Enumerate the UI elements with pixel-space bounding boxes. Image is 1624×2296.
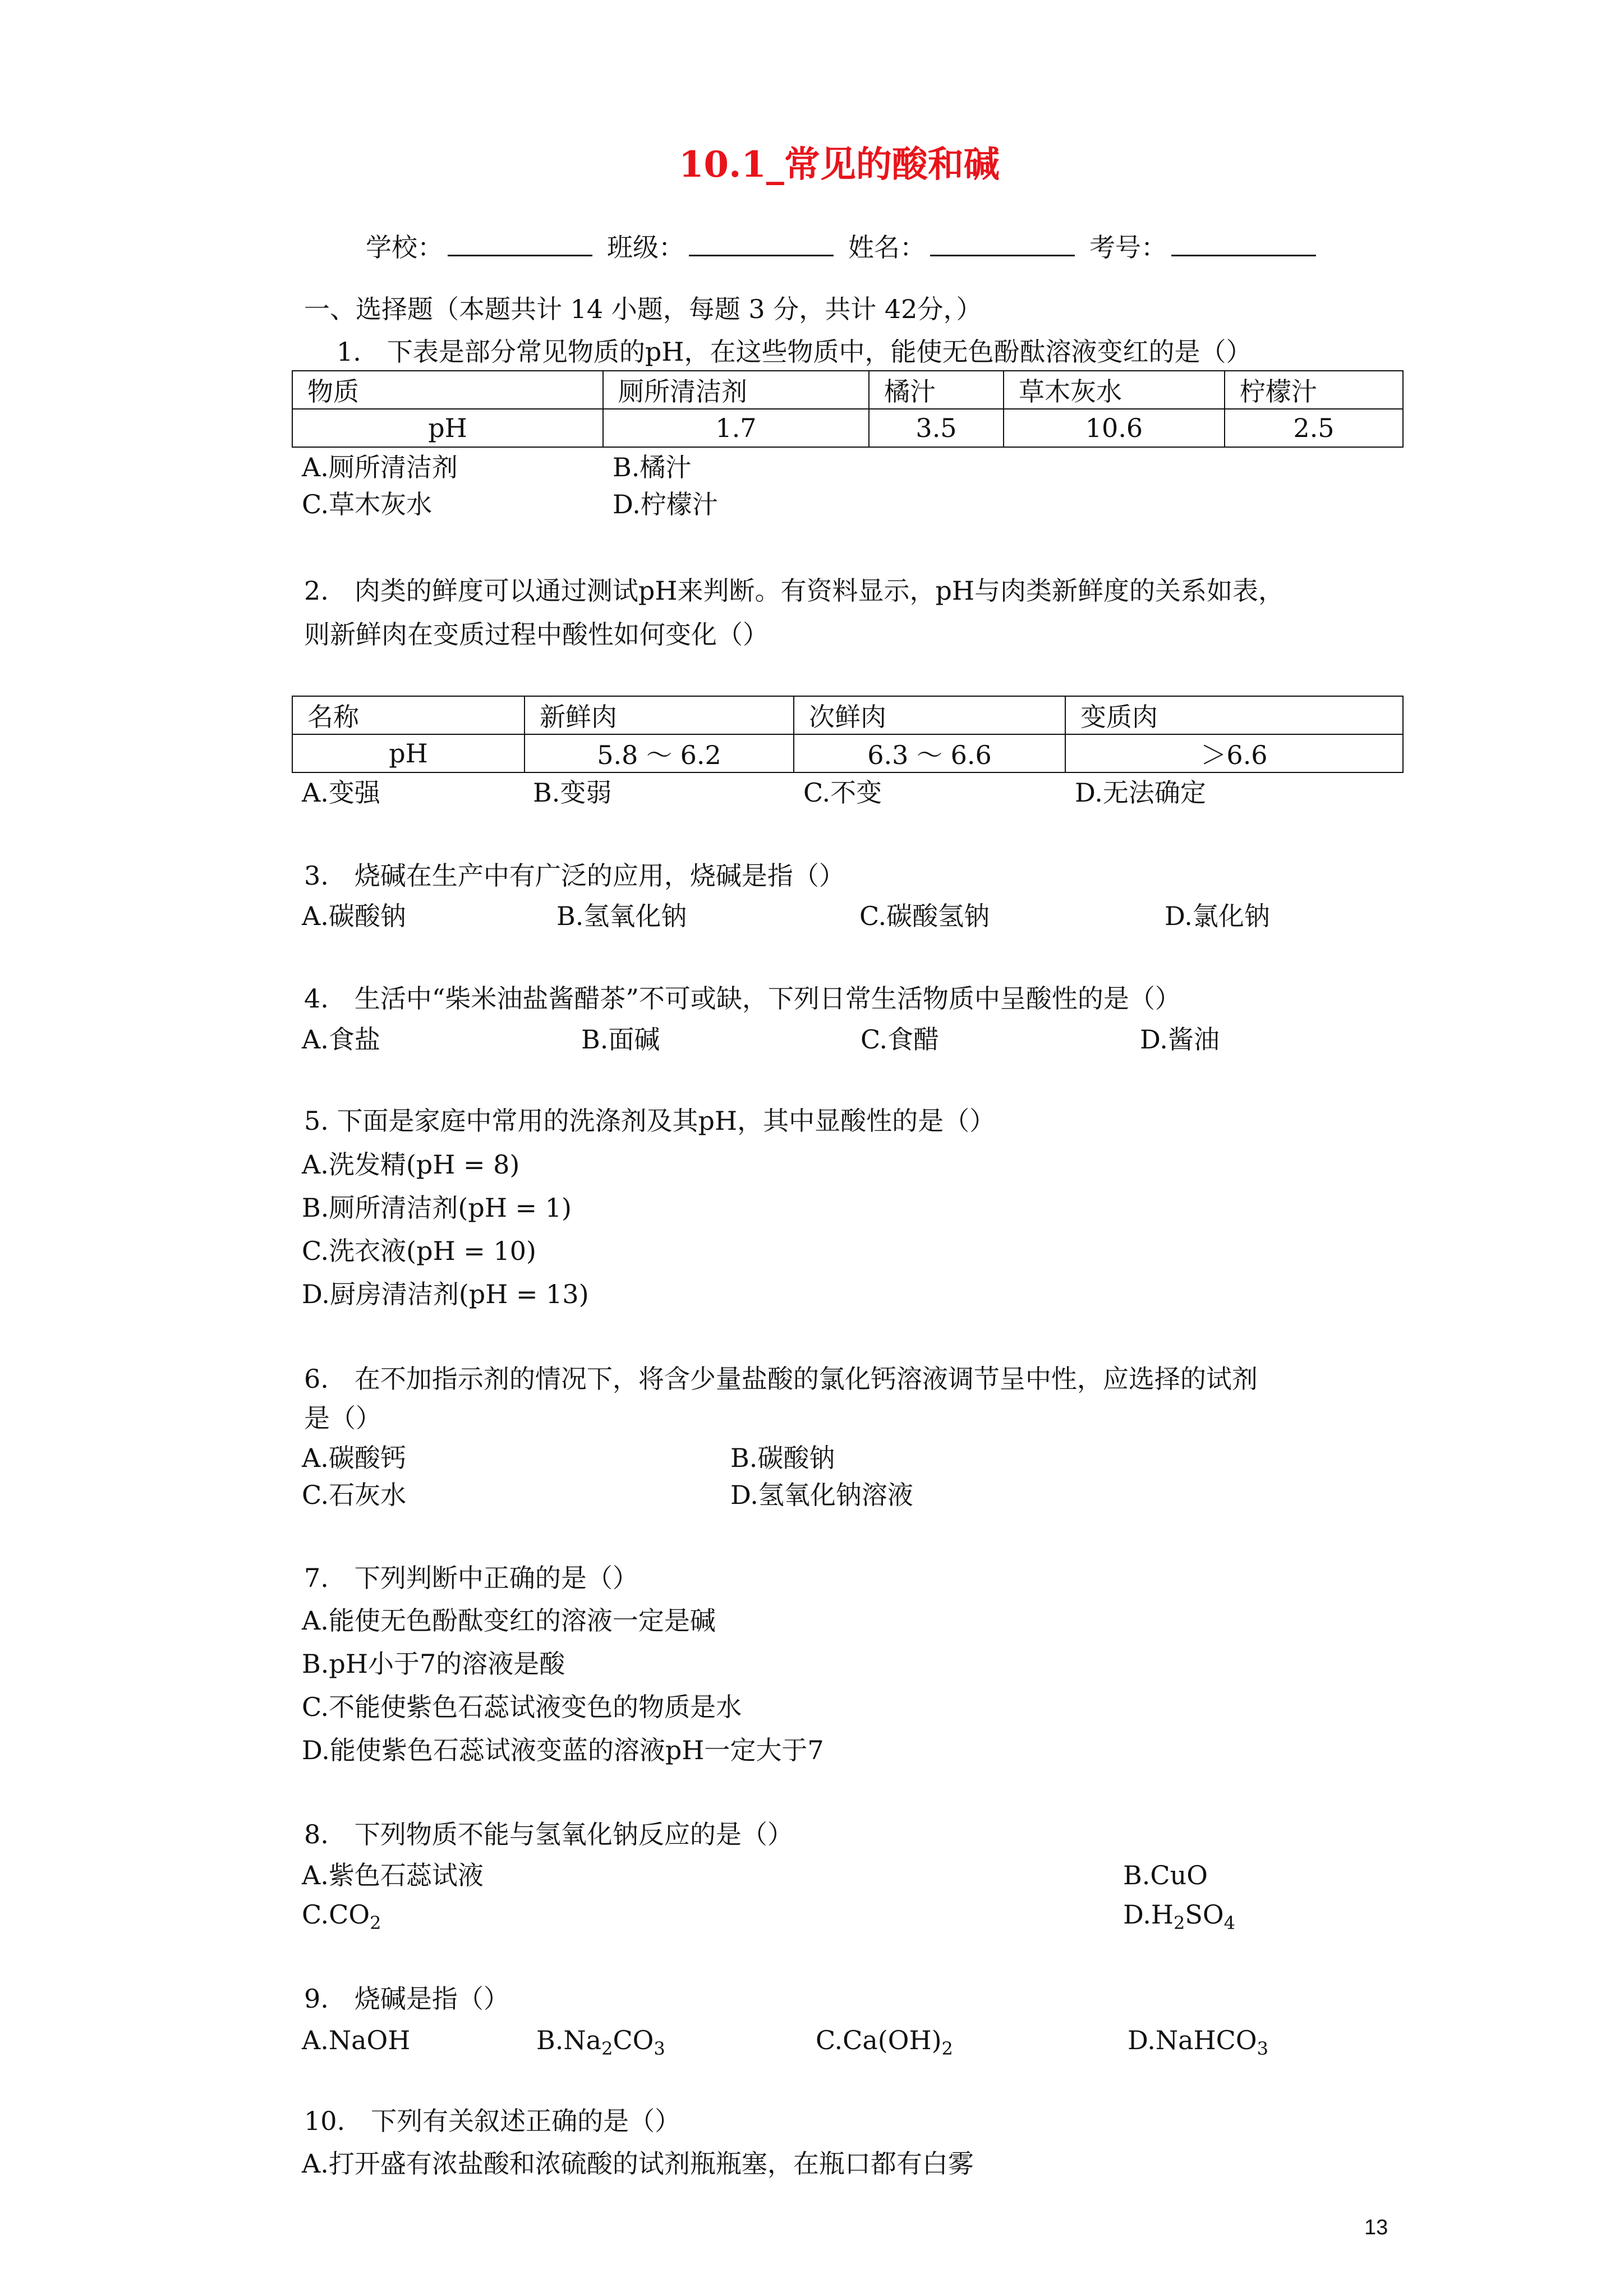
q5-option-b[interactable]: B.厕所清洁剂(pH = 1) bbox=[302, 1193, 572, 1223]
q7-option-c[interactable]: C.不能使紫色石蕊试液变色的物质是水 bbox=[302, 1692, 742, 1722]
q6-option-a[interactable]: A.碳酸钙 bbox=[302, 1443, 406, 1473]
q1-option-b[interactable]: B.橘汁 bbox=[613, 452, 692, 482]
q2-option-c[interactable]: C.不变 bbox=[803, 777, 882, 808]
number-label: 考号： bbox=[1089, 232, 1167, 263]
q5-option-c[interactable]: C.洗衣液(pH = 10) bbox=[302, 1236, 536, 1266]
q1-value-cell: 3.5 bbox=[869, 409, 1004, 447]
q6-option-c[interactable]: C.石灰水 bbox=[302, 1480, 407, 1510]
q1-header-cell: 物质 bbox=[292, 371, 603, 409]
q8-option-d-subscript: 4 bbox=[1223, 1912, 1235, 1934]
q2-table-header-row bbox=[292, 696, 1403, 734]
q6-option-b[interactable]: B.碳酸钠 bbox=[730, 1443, 835, 1473]
q3-option-b[interactable]: B.氢氧化钠 bbox=[556, 901, 687, 931]
q2-header-cell: 名称 bbox=[292, 696, 525, 734]
student-info-line bbox=[366, 232, 1331, 263]
q4-option-b[interactable]: B.面碱 bbox=[581, 1024, 660, 1055]
q9-option-c-subscript: 2 bbox=[941, 2038, 953, 2059]
q2-value-cell: ＞6.6 bbox=[1065, 734, 1403, 772]
q1-value-cell: 2.5 bbox=[1225, 409, 1403, 447]
q9-option-b-subscript: 3 bbox=[654, 2038, 665, 2059]
q8-stem: 8. 下列物质不能与氢氧化钠反应的是（） bbox=[304, 1819, 793, 1849]
q8-option-c[interactable] bbox=[302, 1899, 381, 1934]
q9-stem: 9. 烧碱是指（） bbox=[304, 1984, 509, 2014]
q2-value-cell: 6.3 ～ 6.6 bbox=[794, 734, 1065, 772]
q7-option-a[interactable]: A.能使无色酚酞变红的溶液一定是碱 bbox=[302, 1605, 716, 1636]
q8-option-d[interactable] bbox=[1123, 1899, 1235, 1934]
q9-option-b-text: CO bbox=[613, 2025, 654, 2055]
q2-table-value-row bbox=[292, 734, 1403, 772]
q9-option-c-text: C.Ca(OH) bbox=[816, 2025, 942, 2055]
q3-stem: 3. 烧碱在生产中有广泛的应用，烧碱是指（） bbox=[304, 861, 845, 891]
q2-value-cell: pH bbox=[292, 734, 525, 772]
q2-value-cell: 5.8 ～ 6.2 bbox=[525, 734, 794, 772]
q9-option-c[interactable] bbox=[816, 2025, 953, 2059]
q3-option-c[interactable]: C.碳酸氢钠 bbox=[859, 901, 990, 931]
q10-stem: 10. 下列有关叙述正确的是（） bbox=[304, 2106, 681, 2136]
q1-value-cell: 10.6 bbox=[1004, 409, 1225, 447]
number-blank[interactable] bbox=[1171, 234, 1316, 256]
q9-option-b-text: B.Na bbox=[536, 2025, 602, 2055]
q8-option-d-text: D.H bbox=[1123, 1899, 1174, 1930]
q1-table bbox=[292, 370, 1404, 448]
school-blank[interactable] bbox=[448, 234, 592, 256]
class-label: 班级： bbox=[607, 232, 684, 263]
q5-option-d[interactable]: D.厨房清洁剂(pH = 13) bbox=[302, 1279, 589, 1309]
q3-option-d[interactable]: D.氯化钠 bbox=[1165, 901, 1270, 931]
q7-option-b[interactable]: B.pH小于7的溶液是酸 bbox=[302, 1649, 565, 1679]
q8-option-c-text: C.CO bbox=[302, 1899, 370, 1930]
q8-option-d-text: SO bbox=[1185, 1899, 1224, 1930]
name-label: 姓名： bbox=[848, 232, 926, 263]
q1-header-cell: 橘汁 bbox=[869, 371, 1004, 409]
name-blank[interactable] bbox=[930, 234, 1075, 256]
q9-option-b[interactable] bbox=[536, 2025, 665, 2059]
q1-header-cell: 厕所清洁剂 bbox=[603, 371, 869, 409]
q5-stem: 5. 下面是家庭中常用的洗涤剂及其pH，其中显酸性的是（） bbox=[304, 1106, 996, 1136]
q8-option-c-subscript: 2 bbox=[370, 1912, 381, 1934]
q2-option-a[interactable]: A.变强 bbox=[302, 777, 380, 808]
page-title: 10.1_常见的酸和碱 bbox=[679, 144, 1000, 186]
q4-option-a[interactable]: A.食盐 bbox=[302, 1024, 380, 1055]
q9-option-b-subscript: 2 bbox=[601, 2038, 613, 2059]
q9-option-d-subscript: 3 bbox=[1257, 2038, 1268, 2059]
q2-stem-line1: 2. 肉类的鲜度可以通过测试pH来判断。有资料显示，pH与肉类新鲜度的关系如表， bbox=[304, 576, 1285, 606]
q2-table bbox=[292, 696, 1404, 773]
q2-stem-line2: 则新鲜肉在变质过程中酸性如何变化（） bbox=[304, 619, 769, 650]
q1-value-cell: pH bbox=[292, 409, 603, 447]
q2-header-cell: 新鲜肉 bbox=[525, 696, 794, 734]
q1-table-header-row bbox=[292, 371, 1403, 409]
q1-table-value-row bbox=[292, 409, 1403, 447]
page-number: 13 bbox=[1364, 2216, 1388, 2239]
q6-stem-line1: 6. 在不加指示剂的情况下，将含少量盐酸的氯化钙溶液调节呈中性，应选择的试剂 bbox=[304, 1364, 1258, 1394]
q1-option-a[interactable]: A.厕所清洁剂 bbox=[302, 452, 458, 482]
q1-header-cell: 柠檬汁 bbox=[1225, 371, 1403, 409]
q8-option-d-subscript: 2 bbox=[1173, 1912, 1185, 1934]
q1-header-cell: 草木灰水 bbox=[1004, 371, 1225, 409]
q8-option-a[interactable]: A.紫色石蕊试液 bbox=[302, 1860, 484, 1890]
q10-option-a[interactable]: A.打开盛有浓盐酸和浓硫酸的试剂瓶瓶塞，在瓶口都有白雾 bbox=[302, 2148, 974, 2179]
q8-option-b[interactable]: B.CuO bbox=[1123, 1860, 1208, 1890]
q4-stem: 4. 生活中“柴米油盐酱醋茶”不可或缺，下列日常生活物质中呈酸性的是（） bbox=[304, 983, 1181, 1014]
q4-option-c[interactable]: C.食醋 bbox=[861, 1024, 940, 1055]
q2-option-d[interactable]: D.无法确定 bbox=[1075, 777, 1206, 808]
q7-stem: 7. 下列判断中正确的是（） bbox=[304, 1563, 638, 1593]
q9-option-d-text: D.NaHCO bbox=[1128, 2025, 1257, 2055]
q1-value-cell: 1.7 bbox=[603, 409, 869, 447]
q6-stem-line2: 是（） bbox=[304, 1403, 381, 1433]
q1-option-d[interactable]: D.柠檬汁 bbox=[613, 489, 718, 519]
section-heading: 一、选择题（本题共计 14 小题，每题 3 分，共计 42分，） bbox=[304, 294, 982, 324]
q4-option-d[interactable]: D.酱油 bbox=[1140, 1024, 1220, 1055]
q2-header-cell: 次鲜肉 bbox=[794, 696, 1065, 734]
class-blank[interactable] bbox=[689, 234, 834, 256]
q5-option-a[interactable]: A.洗发精(pH = 8) bbox=[302, 1149, 520, 1180]
q9-option-d[interactable] bbox=[1128, 2025, 1268, 2059]
q6-option-d[interactable]: D.氢氧化钠溶液 bbox=[730, 1480, 913, 1510]
q1-option-c[interactable]: C.草木灰水 bbox=[302, 489, 433, 519]
q7-option-d[interactable]: D.能使紫色石蕊试液变蓝的溶液pH一定大于7 bbox=[302, 1735, 824, 1765]
q3-option-a[interactable]: A.碳酸钠 bbox=[302, 901, 406, 931]
q2-header-cell: 变质肉 bbox=[1065, 696, 1403, 734]
q2-option-b[interactable]: B.变弱 bbox=[533, 777, 612, 808]
q1-stem: 1. 下表是部分常见物质的pH，在这些物质中，能使无色酚酞溶液变红的是（） bbox=[337, 337, 1252, 367]
q9-option-a[interactable]: A.NaOH bbox=[302, 2025, 411, 2055]
school-label: 学校： bbox=[366, 232, 443, 263]
